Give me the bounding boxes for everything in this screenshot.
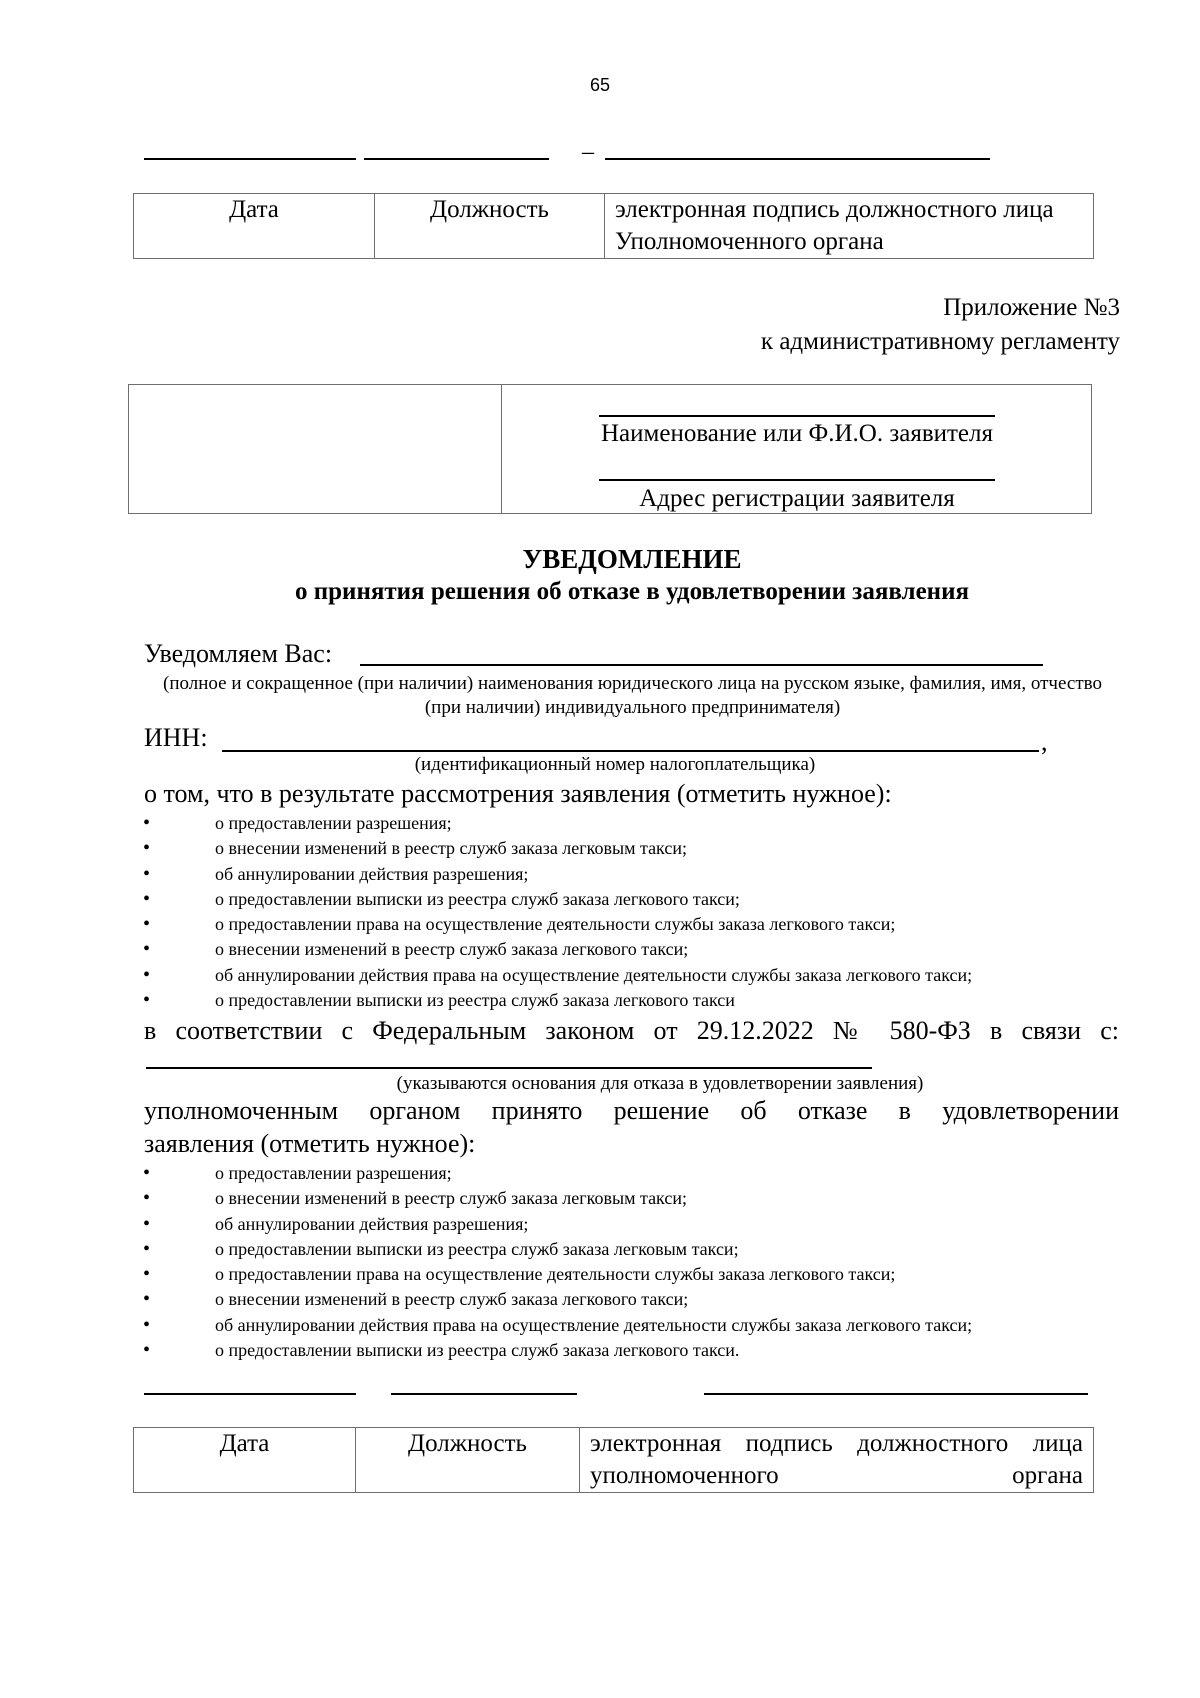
applicant-table [128, 384, 1092, 514]
section2-option: • о внесении изменений в реестр служб заказа легковым такси; [140, 1186, 972, 1211]
bottom-position-signature-line [391, 1393, 577, 1395]
section2-option: • о предоставлении выписки из реестра служб заказа легковым такси; [140, 1237, 972, 1262]
section2-option: • о предоставлении выписки из реестра служб заказа легкового такси. [140, 1338, 972, 1363]
applicant-address-label: Адрес регистрации заявителя [639, 485, 955, 512]
top-signature-table [133, 193, 1094, 259]
section2-option: • о внесении изменений в реестр служб заказа легкового такси; [140, 1287, 972, 1312]
bottom-date-signature-line [144, 1393, 356, 1395]
law-reason-line [146, 1067, 872, 1069]
bottom-signature-table [133, 1427, 1094, 1493]
position-signature-line [364, 158, 549, 160]
applicant-name-line [599, 415, 995, 417]
section1-intro: о том, что в результате рассмотрения заявления (отметить нужное): [144, 779, 892, 808]
section1-option: • о предоставлении выписки из реестра служб заказа легкового такси [140, 988, 972, 1013]
inn-hint: (идентификационный номер налогоплательщика) [414, 754, 816, 775]
section1-option: • о внесении изменений в реестр служб заказа легковым такси; [140, 836, 972, 861]
date-signature-line [144, 158, 356, 160]
section1-option: • о предоставлении права на осуществление деятельности службы заказа легкового такси; [140, 912, 972, 937]
inn-line [222, 750, 1039, 752]
notify-hint: (полное и сокращенное (при наличии) наименования юридического лица на русском языке, фамилия, имя, отчество (при наличии) индивидуального предпринимателя) [163, 673, 1102, 718]
position-label: Должность [375, 194, 605, 259]
notify-line [360, 664, 1043, 666]
section1-option: • о предоставлении разрешения; [140, 811, 972, 836]
date-label: Дата [134, 194, 375, 259]
bottom-date-label: Дата [134, 1428, 356, 1493]
page-number: 65 [589, 75, 611, 95]
section2-option: • о предоставлении разрешения; [140, 1161, 972, 1186]
notify-label: Уведомляем Вас: [144, 639, 333, 668]
applicant-empty-cell [129, 385, 502, 514]
section1-option: • об аннулировании действия разрешения; [140, 862, 972, 887]
underscore-mark: _ [582, 131, 594, 157]
document-subtitle: о принятия решения об отказе в удовлетворении заявления [294, 578, 970, 605]
section2-intro-line2: заявления (отметить нужное): [144, 1129, 476, 1158]
applicant-fields-cell [502, 385, 1092, 514]
section1-options-list [140, 811, 972, 1013]
inn-comma: , [1041, 727, 1048, 756]
law-reason-hint: (указываются основания для отказа в удовлетворении заявления) [396, 1073, 924, 1094]
section2-options-list [140, 1161, 972, 1363]
inn-label: ИНН: [144, 723, 208, 752]
bottom-esign-signature-line [704, 1393, 1088, 1395]
bottom-position-label: Должность [356, 1428, 580, 1493]
applicant-name-label: Наименование или Ф.И.О. заявителя [601, 420, 993, 447]
section2-intro-line1: уполномоченным органом принято решение об отказе в удовлетворении [144, 1096, 1119, 1125]
document-title: УВЕДОМЛЕНИЕ [522, 544, 742, 574]
section2-option: • об аннулировании действия разрешения; [140, 1212, 972, 1237]
section1-option: • об аннулировании действия права на осуществление деятельности службы заказа легкового такси; [140, 963, 972, 988]
bottom-esign-label: электронная подпись должностного лица уполномоченного органа [580, 1428, 1094, 1493]
section2-option: • о предоставлении права на осуществление деятельности службы заказа легкового такси; [140, 1262, 972, 1287]
section1-option: • о предоставлении выписки из реестра служб заказа легкового такси; [140, 887, 972, 912]
esign-label: электронная подпись должностного лица Уполномоченного органа [605, 194, 1094, 259]
esign-signature-line [605, 158, 990, 160]
section1-option: • о внесении изменений в реестр служб заказа легкового такси; [140, 937, 972, 962]
section2-option: • об аннулировании действия права на осуществление деятельности службы заказа легкового такси; [140, 1313, 972, 1338]
appendix-number: Приложение №3 [943, 294, 1120, 321]
law-reference: в соответствии с Федеральным законом от 29.12.2022 № 580-ФЗ в связи с: [144, 1016, 1119, 1045]
appendix-reference: к административному регламенту [760, 328, 1120, 355]
applicant-address-line [599, 479, 995, 481]
